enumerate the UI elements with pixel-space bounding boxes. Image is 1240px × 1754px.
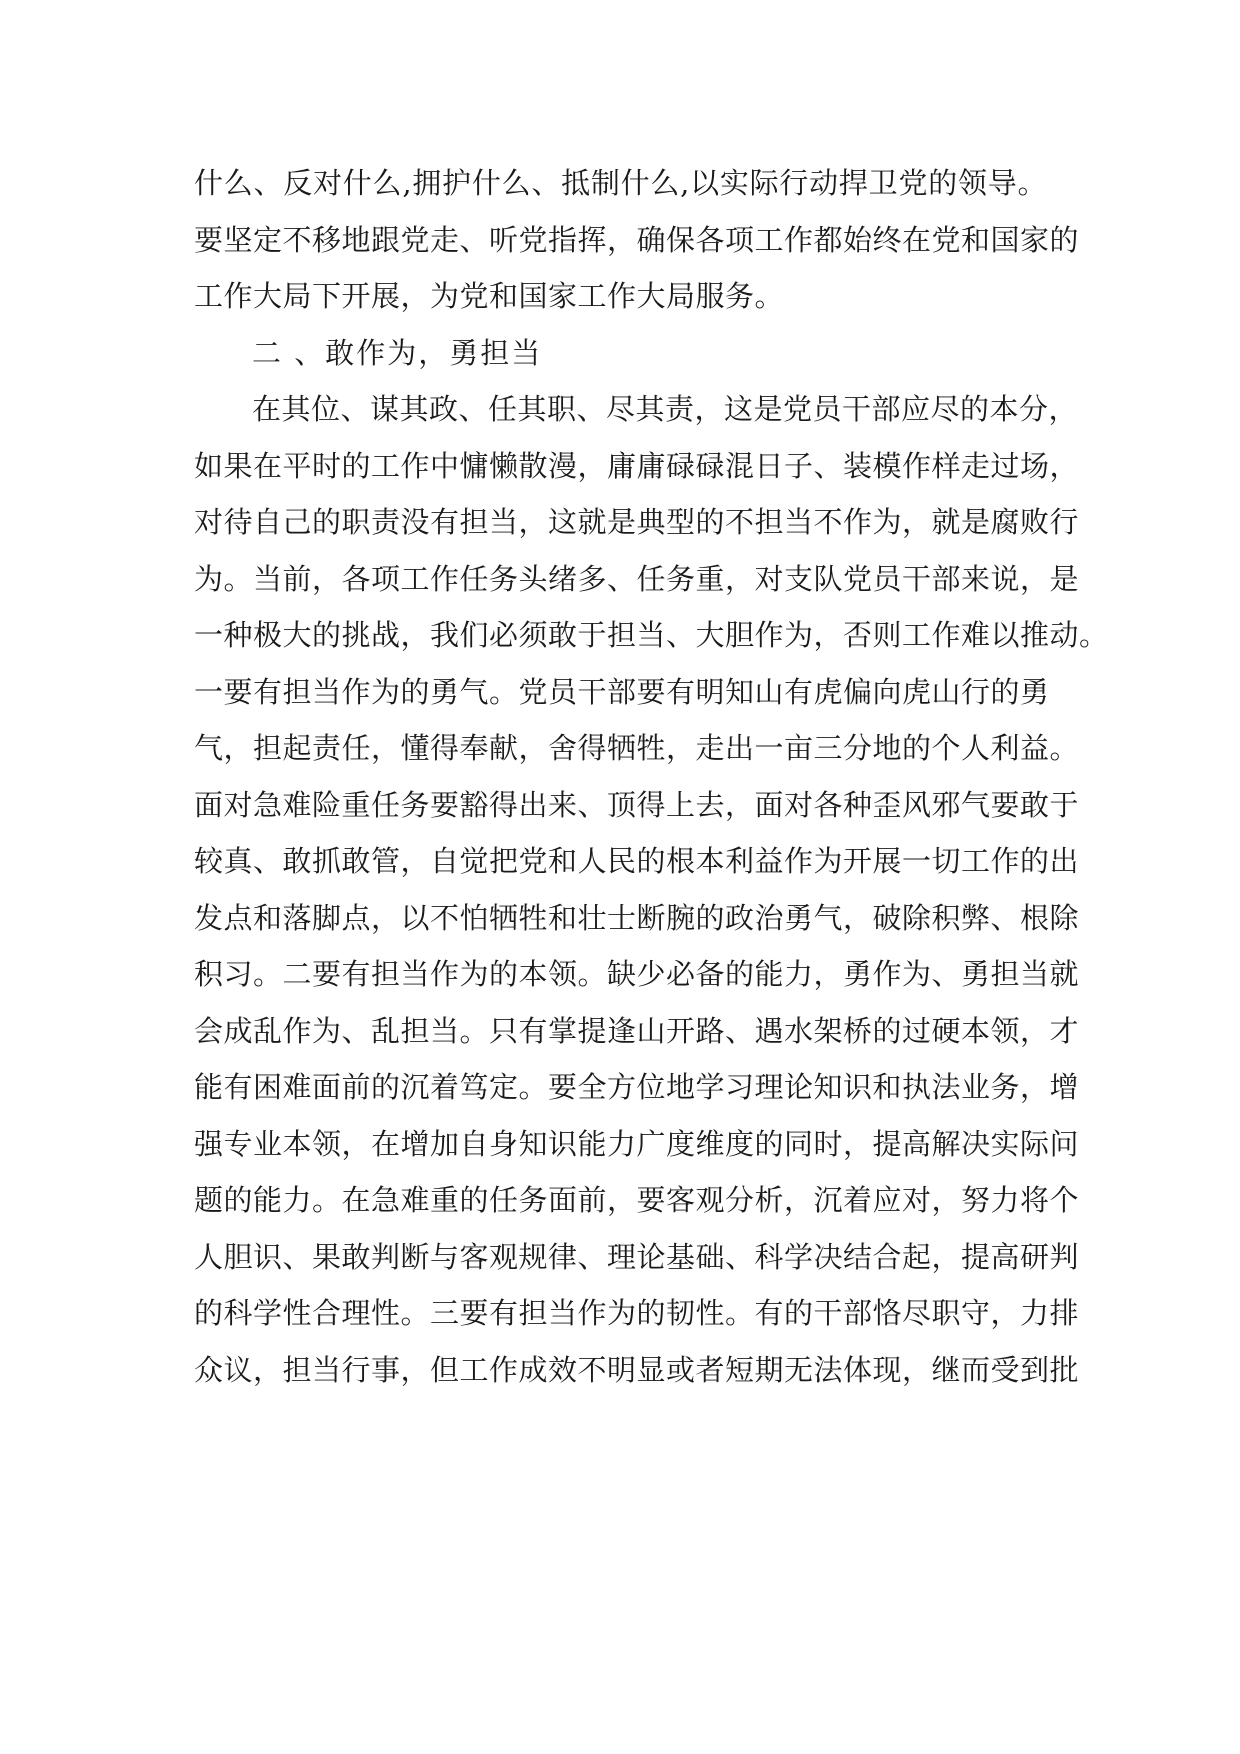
text-line-18: 强专业本领，在增加自身知识能力广度维度的同时，提高解决实际问 [194,1126,1080,1161]
text-line-15: 积习。二要有担当作为的本领。缺少必备的能力，勇作为、勇担当就 [194,957,1080,991]
text-line-17: 能有困难面前的沉着笃定。要全方位地学习理论知识和执法业务，增 [194,1070,1080,1104]
text-line-8: 为。当前，各项工作任务头绪多、任务重，对支队党员干部来说，是 [194,561,1080,596]
text-line-1: 什么、反对什么,拥护什么、抵制什么,以实际行动捍卫党的领导。 [194,166,1046,200]
text-line-20: 人胆识、果敢判断与客观规律、理论基础、科学决结合起，提高研判 [194,1239,1080,1274]
text-line-22: 众议，担当行事，但工作成效不明显或者短期无法体现，继而受到批 [194,1352,1080,1387]
text-line-13: 较真、敢抓敢管，自觉把党和人民的根本利益作为开展一切工作的出 [194,844,1080,878]
text-line-21: 的科学性合理性。三要有担当作为的韧性。有的干部恪尽职守，力排 [194,1296,1080,1330]
text-line-2: 要坚定不移地跟党走、听党指挥，确保各项工作都始终在党和国家的 [194,222,1080,257]
text-line-19: 题的能力。在急难重的任务面前，要客观分析，沉着应对，努力将个 [194,1183,1080,1217]
text-line-6: 如果在平时的工作中慵懒散漫，庸庸碌碌混日子、装模作样走过场， [194,448,1080,483]
text-line-7: 对待自己的职责没有担当，这就是典型的不担当不作为，就是腐败行 [194,505,1080,539]
text-line-5: 在其位、谋其政、任其职、尽其责，这是党员干部应尽的本分， [252,392,1079,426]
text-line-9: 一种极大的挑战，我们必须敢于担当、大胆作为，否则工作难以推动。 [194,618,1109,652]
text-line-12: 面对急难险重任务要豁得出来、顶得上去，面对各种歪风邪气要敢于 [194,787,1080,822]
text-line-10: 一要有担当作为的勇气。党员干部要有明知山有虎偏向虎山行的勇 [194,674,1050,709]
section-heading: 二 、敢作为，勇担当 [252,335,543,370]
text-line-14: 发点和落脚点，以不怕牺牲和壮士断腕的政治勇气，破除积弊、根除 [194,900,1080,935]
text-line-11: 气，担起责任，懂得奉献，舍得牺牲，走出一亩三分地的个人利益。 [194,731,1080,765]
text-line-16: 会成乱作为、乱担当。只有掌提逢山开路、遇水架桥的过硬本领，才 [194,1013,1080,1048]
text-line-3: 工作大局下开展，为党和国家工作大局服务。 [194,279,785,313]
document-body [194,155,1109,1398]
